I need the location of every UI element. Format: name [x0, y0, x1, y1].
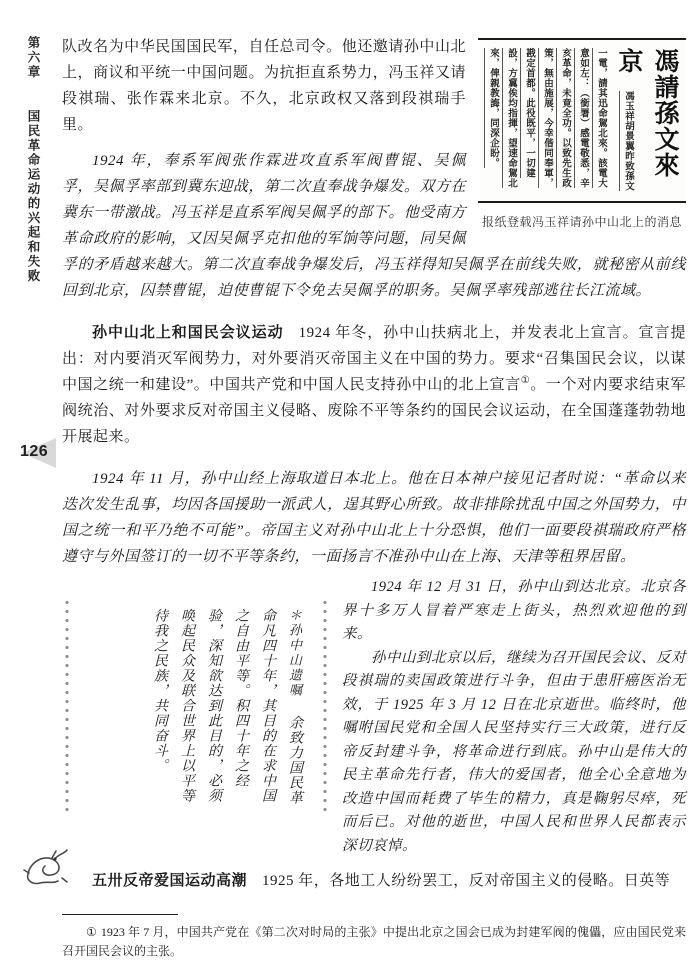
section-heading-sun-north: 孙中山北上和国民会议运动 — [92, 325, 284, 341]
footnote-text — [62, 923, 686, 961]
footnote-body: 1923 年 7 月，中国共产党在《第二次对时局的主张》中提出北京之国会已成为封建军阀的傀儡，应由国民党来召开国民会议的主张。 — [62, 925, 686, 958]
page-body — [62, 34, 686, 961]
section-text-before-ref: 1924 年冬，孙中山扶病北上，并发表北上宣言。宣言提出：对内要消灭军阀势力，对外要消灭帝国主义在中国的势力。要求“召集国民会议，以谋中国之统一和建设”。中国共产党和中国人民支持孙中山的北上宣言 — [62, 325, 686, 393]
testament-box-column — [62, 576, 334, 858]
section-text-after-ref: 。一个对内要求结束军阀统治、对外要求反对帝国主义侵略、废除不平等条约的国民会议运动，在全国蓬蓬勃勃地开展起来。 — [62, 377, 686, 445]
paragraph-arrival-beijing: 1924 年 12 月 31 日，孙中山到达北京。北京各界十多万人冒着严寒走上街头，热烈欢迎他的到来。 — [342, 579, 686, 642]
newspaper-body-text: 馮玉祥胡景翼昨致孫文一電，請其迅命駕北來。該電大意如左：（銜署）感電敬悉，辛亥革命，未竟全功。以致先生政策，無由施展，今幸偕同奉軍，戡定首都。此役既平，一切建設，方冀俟均指揮，望速命駕北來，俾親教誨，同深企盼。 — [484, 48, 633, 191]
footnote-marker: ① — [86, 925, 97, 939]
footnote-divider — [62, 914, 178, 915]
paragraph-kobe-interview: 1924 年 11 月，孙中山经上海取道日本北上。他在日本神户接见记者时说：“革命以来迭次发生乱事，均因各国援助一派武人，逞其野心所致。故非排除扰乱中国之外国势力，中国之统一和平乃绝不可能”。帝国主义对孙中山北上十分恐惧，他们一面要段祺瑞政府严格遵守与外国签订的一切不平等条约，一面扬言不准孙中山在上海、天津等租界居留。 — [62, 471, 686, 565]
paragraph-feng-national-army: 队改名为中华民国国民军，自任总司令。他还邀请孙中山北上，商议和平统一中国问题。为抗拒直系势力，冯玉祥又请段祺瑞、张作霖来北京。不久，北京政权又落到段祺瑞手里。 — [62, 39, 466, 133]
newspaper-clipping-image — [478, 38, 686, 203]
section-heading-may30: 五卅反帝爱国运动高潮 — [92, 873, 248, 889]
ornament-border-left-icon — [62, 598, 72, 816]
dragon-decoration-icon — [18, 840, 74, 896]
newspaper-clipping-content — [484, 48, 682, 193]
section-text-may30: 1925 年，各地工人纷纷罢工，反对帝国主义的侵略。日英等 — [262, 873, 671, 889]
footnote-reference: ① — [520, 375, 531, 386]
testament-section — [62, 576, 686, 858]
chapter-title: 国民革命运动的兴起和失败 — [26, 109, 40, 284]
paragraph-may30-movement — [62, 868, 686, 894]
page-number-marker — [12, 436, 64, 472]
figure-caption: 报纸登载冯玉祥请孙中山北上的消息 — [481, 215, 682, 229]
paragraph-sun-death: 孙中山到北京以后，继续为召开国民会议、反对段祺瑞的卖国政策进行斗争，但由于患肝癌医治无效，于 1925 年 3 月 12 日在北京逝世。临终时，他嘱咐国民党和全国人民坚持实行三大政策，进行反帝反封建斗争，将革命进行到底。孙中山是伟大的民主革命先行者，伟大的爱国者，他全心全意地为改造中国而耗费了毕生的精力，真是鞠躬尽瘁，死而后已。对他的逝世，中国人民和世界人民都表示深切哀悼。 — [342, 649, 686, 854]
testament-box — [62, 598, 330, 816]
testament-side-text-column — [334, 576, 686, 858]
chapter-number: 第六章 — [26, 36, 40, 80]
newspaper-headline: 馮請孫文來京 — [615, 48, 678, 178]
chapter-sidebar — [24, 36, 42, 284]
newspaper-figure — [478, 38, 686, 230]
testament-body: 余致力国民革命凡四十年，其目的在求中国之自由平等。积四十年之经验，深知欲达到此目的，必须唤起民众及联合世界上以平等待我之民族，共同奋斗。 — [152, 608, 302, 805]
ornament-border-right-icon — [320, 598, 330, 816]
testament-title: ＊孙中山遗嘱 — [287, 608, 302, 698]
paragraph-sun-north-declaration — [62, 320, 686, 450]
testament-box-inner — [72, 598, 320, 816]
paragraph-second-zhifeng-war: 1924 年，奉系军阀张作霖进攻直系军阀曹锟、吴佩孚，吴佩孚率部到冀东迎战，第二次直奉战争爆发。双方在冀东一带激战。冯玉祥是直系军阀吴佩孚的部下。他受南方革命政府的影响，又因吴佩孚克扣他的军饷等问题，同吴佩孚的矛盾越来越大。第二次直奉战争爆发后，冯玉祥得知吴佩孚在前线失败，就秘密从前线回到北京，囚禁曹锟，迫使曹锟下令免去吴佩孚的职务。吴佩孚率残部逃往长江流域。 — [62, 153, 686, 299]
page-number: 126 — [20, 443, 49, 460]
testament-vertical-text — [146, 608, 308, 806]
